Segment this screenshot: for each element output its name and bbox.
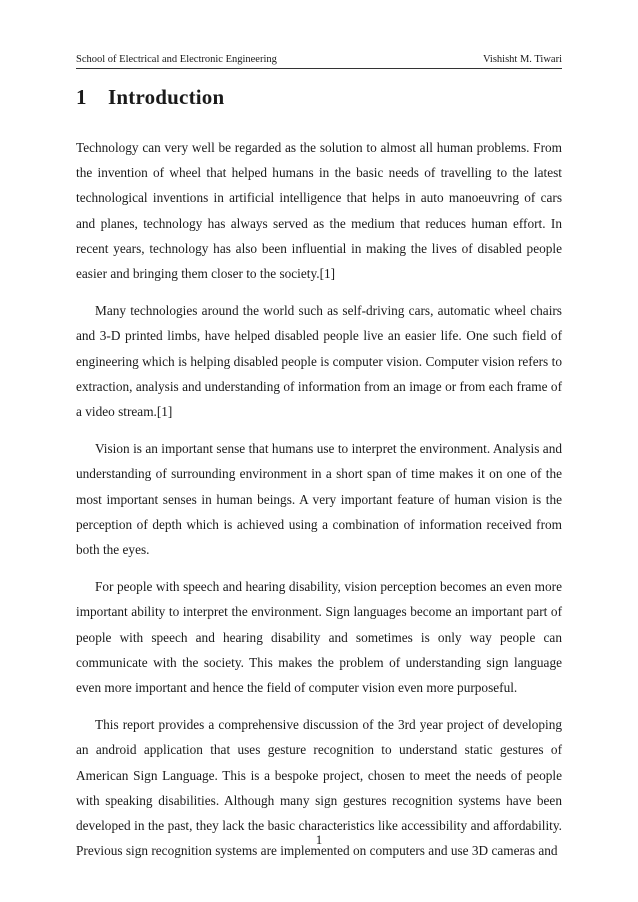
body-text (76, 135, 562, 875)
paragraph-5: This report provides a comprehensive discussion of the 3rd year project of developing an android application that uses gesture recognition to understand static gestures of American Sign Language. This is a bespoke project, chosen to meet the needs of people with speaking disabilities. Although many sign gestures recognition systems have been developed in the past, they lack the basic characteristics like accessibility and affordability. Previous sign recognition systems are implemented on computers and use 3D cameras and (76, 717, 562, 859)
page-number: 1 (315, 832, 323, 847)
paragraph-2: Many technologies around the world such as self-driving cars, automatic wheel chairs and 3-D printed limbs, have helped disabled people live an easier life. One such field of engineering which is helping disabled people is computer vision. Computer vision refers to extraction, analysis and understanding of information from an image or from each frame of a video stream.[1] (76, 303, 562, 420)
section-title: Introduction (108, 85, 225, 109)
section-heading (76, 85, 224, 110)
paragraph-1: Technology can very well be regarded as the solution to almost all human problems. From the invention of wheel that helped humans in the basic needs of travelling to the latest technological inventions in artificial intelligence that helps in auto manoeuvring of cars and planes, technology has always served as the medium that reduces human effort. In recent years, technology has also been influential in making the lives of disabled people easier and bringing them closer to the society.[1] (76, 140, 562, 282)
running-header (76, 51, 562, 69)
header-author: Vishisht M. Tiwari (482, 54, 562, 65)
paragraph-4: For people with speech and hearing disability, vision perception becomes an even more important ability to interpret the environment. Sign languages become an important part of people with speech and hearing disability and sometimes is only way people can communicate with the society. This makes the problem of understanding sign language even more important and hence the field of computer vision even more purposeful. (76, 579, 562, 696)
section-number: 1 (76, 85, 87, 109)
header-institution: School of Electrical and Electronic Engineering (76, 54, 277, 65)
paragraph-3: Vision is an important sense that humans use to interpret the environment. Analysis and understanding of surrounding environment in a short span of time makes it on one of the most important senses in human beings. A very important feature of human vision is the perception of depth which is achieved using a combination of information received from both the eyes. (76, 441, 562, 558)
